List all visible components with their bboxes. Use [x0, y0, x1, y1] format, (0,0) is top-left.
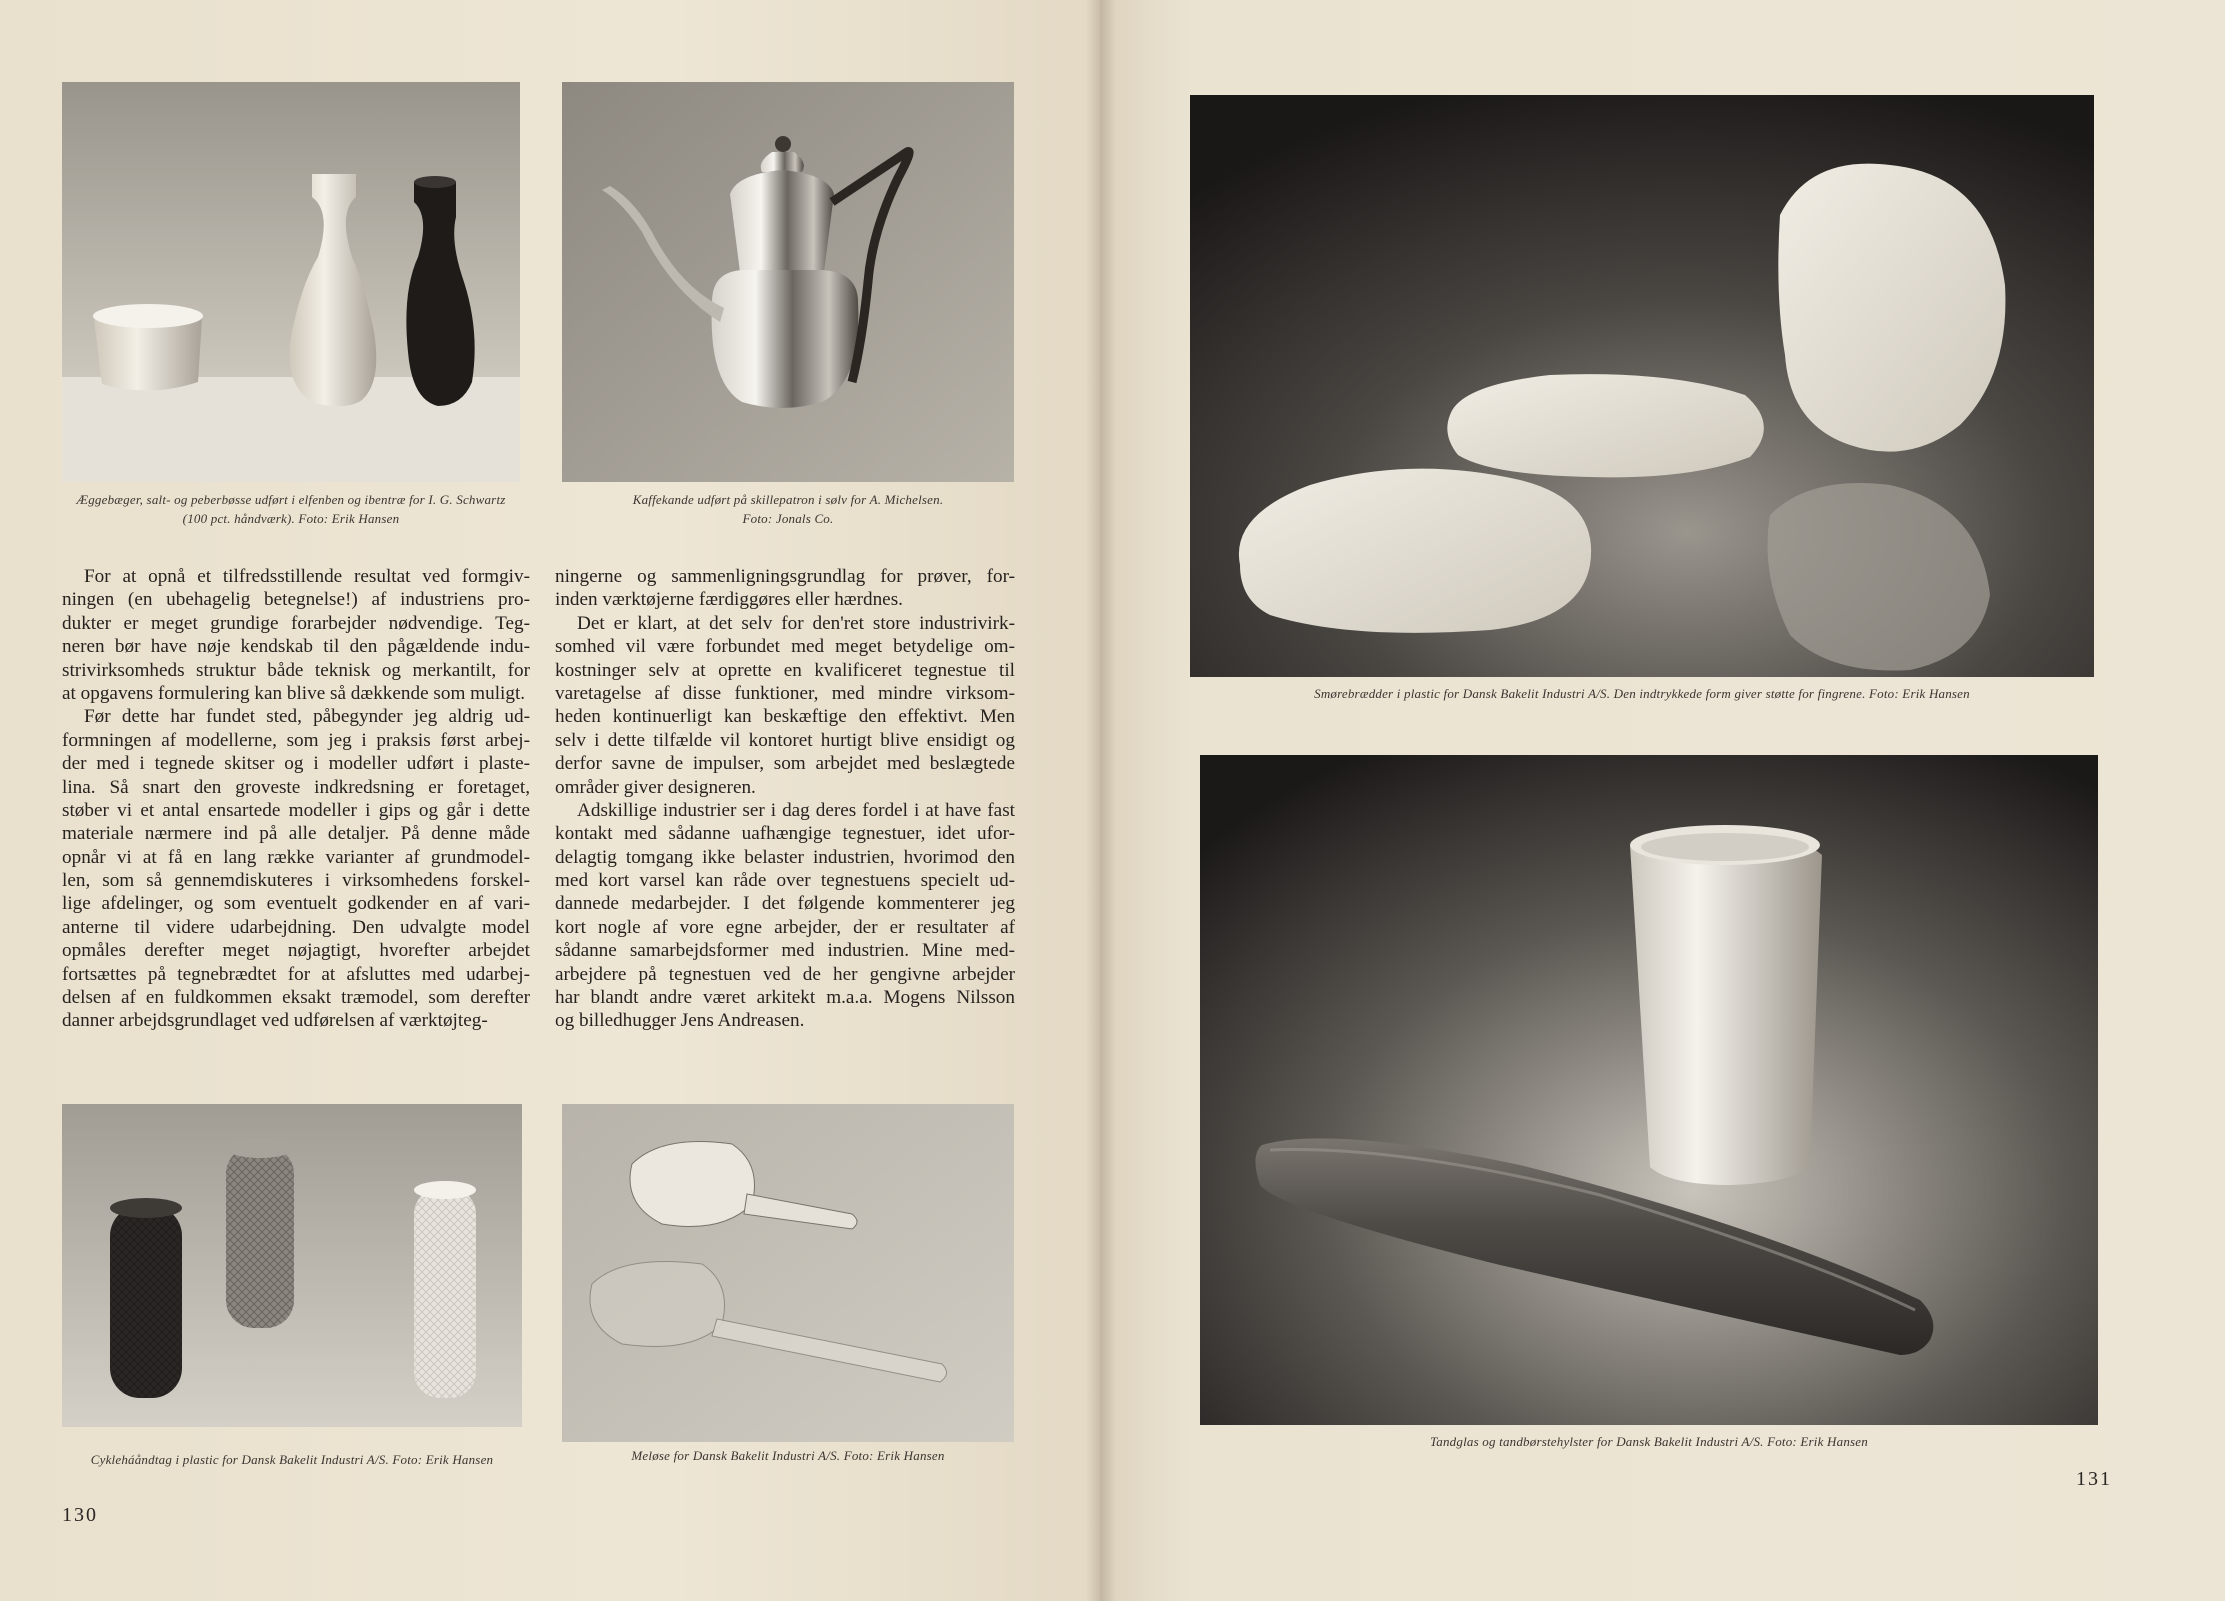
caption-coffeepot: [562, 490, 1014, 528]
caption-line: (100 pct. håndværk). Foto: Erik Hansen: [182, 511, 400, 526]
body-text-line: har blandt andre været arkitekt m.a.a. Mogens Nilsson: [555, 987, 1015, 1009]
photo-coffeepot: [562, 82, 1014, 482]
page-number-right: 131: [2076, 1468, 2112, 1490]
body-text-line: delsen af en fuldkommen eksakt træmodel, som derefter: [62, 987, 530, 1009]
body-text-line: derfor savne de impulser, som arbejdet med beslægtede: [555, 753, 1015, 775]
body-text-line: heden kontinuerligt kan beskæftige den effektivt. Men: [555, 706, 1015, 728]
body-text-line: inden værktøjerne færdiggøres eller hærdnes.: [555, 589, 903, 611]
body-text-line: at opgavens formulering kan blive så dækkende som muligt.: [62, 682, 526, 704]
body-column-right: [555, 565, 1015, 1033]
body-text-line: sådanne samarbejdsformer med industrien. Mine med-: [555, 940, 1015, 962]
body-text-line: strivirksomheds struktur både teknisk og merkantilt, for: [62, 659, 530, 681]
body-text-line: len, som så gennemdiskuteres i virksomhedens forskel-: [62, 870, 530, 892]
body-text-line: ningen (en ubehagelig betegnelse!) af industriens pro-: [62, 589, 530, 611]
photo-tumbler-toothbrush-case: [1200, 755, 2098, 1425]
body-text-line: Før dette har fundet sted, påbegynder jeg aldrig ud-: [84, 706, 530, 728]
caption-tumbler-toothbrush: [1200, 1432, 2098, 1451]
caption-scoops: [562, 1446, 1014, 1465]
body-text-line: materiale nærmere ind på alle detaljer. På denne måde: [62, 823, 530, 845]
body-text-line: arbejdere på tegnestuen ved de her gengivne arbejder: [555, 963, 1015, 985]
body-text-line: Adskillige industrier ser i dag deres fordel i at have fast: [577, 799, 1015, 821]
body-text-line: For at opnå et tilfredsstillende resultat ved formgiv-: [84, 566, 530, 587]
caption-line: Meløse for Dansk Bakelit Industri A/S. Foto: Erik Hansen: [631, 1448, 945, 1463]
book-gutter: [1086, 0, 1116, 1601]
caption-line: Foto: Jonals Co.: [742, 511, 834, 526]
body-text-line: dannede medarbejder. I det følgende kommenterer jeg: [555, 893, 1015, 915]
body-text-line: delagtig tomgang ikke belaster industrien, hvorimod den: [555, 846, 1015, 868]
body-text-line: selv i dette tilfælde vil kontoret hurtigt blive ensidigt og: [555, 729, 1015, 751]
body-text-line: anterne til videre udarbejdning. Den udvalgte model: [62, 916, 530, 938]
page-number-left: 130: [62, 1504, 98, 1526]
caption-handlebars: [52, 1450, 532, 1469]
body-text-line: der med i tegnede skitser og i modeller udført i plaste-: [62, 753, 530, 775]
body-text-line: formningen af modellerne, som jeg i praksis først arbej-: [62, 729, 530, 751]
photo-eggcups-salt-pepper: [62, 82, 520, 482]
caption-line: Cykleháåndtag i plastic for Dansk Bakelit Industri A/S. Foto: Erik Hansen: [90, 1452, 494, 1467]
caption-butter-boards: [1190, 684, 2094, 703]
body-text-line: varetagelse af disse funktioner, med mindre virksom-: [555, 682, 1015, 704]
caption-line: Smørebrædder i plastic for Dansk Bakelit Industri A/S. Den indtrykkede form giver støtte for fingrene. Foto: Erik Hansen: [1314, 686, 1970, 701]
body-text-line: somhed vil være forbundet med meget betydelige om-: [555, 636, 1015, 658]
body-text-line: og billedhugger Jens Andreasen.: [555, 1010, 805, 1032]
body-text-line: danner arbejdsgrundlaget ved udførelsen af værktøjteg-: [62, 1010, 488, 1032]
caption-line: Æggebæger, salt- og peberbøsse udført i elfenben og ibentræ for I. G. Schwartz: [76, 492, 506, 507]
body-text-line: lige afdelinger, og som eventuelt godkender en af vari-: [62, 893, 530, 915]
photo-bicycle-handles: [62, 1104, 522, 1427]
body-text-line: opmåles derefter meget nøjagtigt, hvorefter arbejdet: [62, 940, 530, 962]
caption-line: Kaffekande udført på skillepatron i sølv for A. Michelsen.: [632, 492, 944, 507]
body-text-line: opnår vi at få en lang række varianter af grundmodel-: [62, 846, 530, 868]
body-text-line: områder giver designeren.: [555, 776, 756, 798]
caption-line: Tandglas og tandbørstehylster for Dansk Bakelit Industri A/S. Foto: Erik Hansen: [1430, 1434, 1868, 1449]
body-text-line: støber vi et antal ensartede modeller i gips og går i dette: [62, 799, 530, 821]
body-text-line: dukter er meget grundige forarbejder nødvendige. Teg-: [62, 612, 530, 634]
body-text-line: neren bør have nøje kendskab til den pågældende indu-: [62, 636, 530, 658]
body-text-line: Det er klart, at det selv for den'ret store industrivirk-: [577, 612, 1015, 634]
body-text-line: med kort varsel kan råde over tegnestuens specielt ud-: [555, 870, 1015, 892]
body-text-line: fortsættes på tegnebrædtet for at afsluttes med udarbej-: [62, 963, 530, 985]
caption-eggcups: [52, 490, 530, 528]
body-text-line: kontakt med sådanne uafhængige tegnestuer, idet ufor-: [555, 823, 1015, 845]
body-text-line: kostninger selv at oprette en kvalificeret tegnestue til: [555, 659, 1015, 681]
body-column-left: [62, 565, 530, 1033]
photo-butter-boards: [1190, 95, 2094, 677]
body-text-line: kort nogle af vore egne arbejder, der er resultater af: [555, 916, 1015, 938]
photo-meal-scoops: [562, 1104, 1014, 1442]
body-text-line: ningerne og sammenligningsgrundlag for prøver, for-: [555, 566, 1015, 587]
body-text-line: lina. Så snart den groveste indkredsning er foretaget,: [62, 776, 530, 798]
